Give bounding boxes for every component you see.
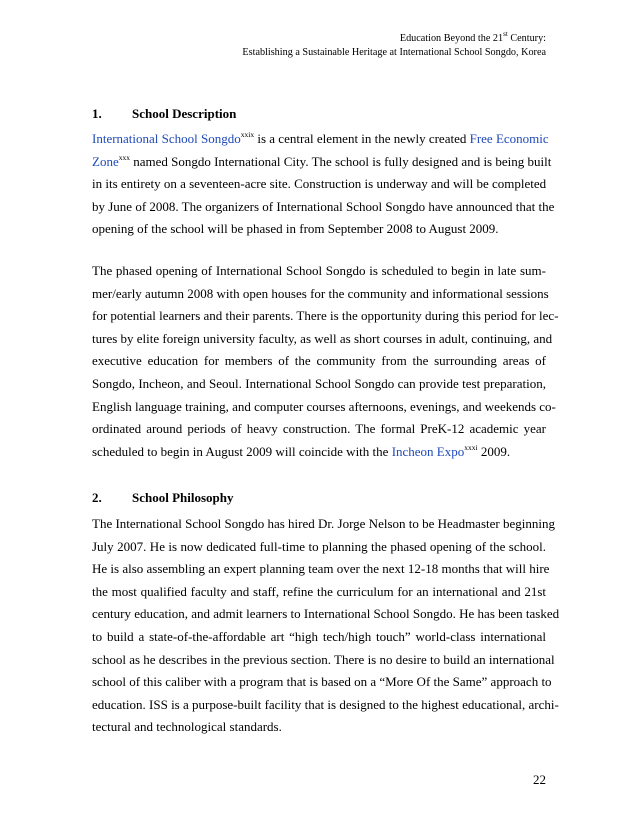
text-line: The International School Songdo has hired Dr. Jorge Nelson to be Headmaster beginning xyxy=(92,516,555,531)
text-line: English language training, and computer courses afternoons, evenings, and weekends co- xyxy=(92,398,556,414)
section-number: 1. xyxy=(92,106,102,121)
section-number: 2. xyxy=(92,490,102,505)
section-title: School Philosophy xyxy=(132,490,234,505)
text-line: ordinated around periods of heavy construction. The formal PreK-12 academic year xyxy=(92,421,546,437)
free-economic-zone-link-cont[interactable]: Zone xyxy=(92,153,119,169)
footnote-marker: xxix xyxy=(240,130,255,139)
section-1-paragraph-2 xyxy=(92,262,559,465)
free-economic-zone-link[interactable]: Free Economic xyxy=(469,131,549,146)
text-line: tures by elite foreign university faculty, as well as short courses in adult, continuing, and xyxy=(92,330,553,346)
text-line: in its entirety on a seventeen-acre site. Construction is underway and will be completed xyxy=(92,176,547,192)
running-header xyxy=(242,32,546,60)
text-line: school as he describes in the previous section. There is no desire to build an international xyxy=(92,651,555,667)
text-line: He is also assembling an expert planning team over the next 12-18 months that will hire xyxy=(92,561,550,577)
international-school-songdo-link[interactable]: International School Songdo xyxy=(92,131,241,146)
footnote-marker: xxxi xyxy=(464,442,478,452)
text-line: The phased opening of International School Songdo is scheduled to begin in late sum- xyxy=(92,263,546,278)
text-line: Zone$^{xxx}$ named Songdo International City. The school is fully designed and is being built xyxy=(92,152,552,169)
text-line: opening of the school will be phased in from September 2008 to August 2009. xyxy=(92,221,499,237)
text-line: the most qualified faculty and staff, refine the curriculum for an international and 21st xyxy=(92,583,546,599)
text-line: school of this caliber with a program that is based on a “More Of the Same” approach to xyxy=(92,674,552,690)
page-number: 22 xyxy=(533,772,546,787)
footnote-marker: xxx xyxy=(118,152,130,162)
text-line: scheduled to begin in August 2009 will coincide with the Incheon Expo$^{xxxi}$ 2009. xyxy=(92,442,511,459)
text-line: to build a state-of-the-affordable art “high tech/high touch” world-class international xyxy=(92,628,546,644)
text-line: tectural and technological standards. xyxy=(92,719,282,735)
text-line: education. ISS is a purpose-built facility that is designed to the highest educational, archi- xyxy=(92,696,559,712)
text-line: century education, and admit learners to International School Songdo. He has been tasked xyxy=(92,606,560,622)
header-line-2: Establishing a Sustainable Heritage at International School Songdo, Korea xyxy=(242,47,546,58)
text-line: Songdo, Incheon, and Seoul. International School Songdo can provide test preparation, xyxy=(92,375,546,391)
text-line: by June of 2008. The organizers of International School Songdo have announced that the xyxy=(92,198,555,214)
section-1-heading xyxy=(92,106,236,122)
text-line: mer/early autumn 2008 with open houses for the community and informational sessions xyxy=(92,285,549,301)
text-line: for potential learners and their parents. There is the opportunity during this period for lec- xyxy=(92,308,559,324)
text-line: International School Songdo$^{xxix}$ is a central element in the newly created Free Economic xyxy=(92,130,549,146)
section-title: School Description xyxy=(132,106,237,121)
text-line: executive education for members of the community from the surrounding areas of xyxy=(92,353,546,369)
text-line: July 2007. He is now dedicated full-time to planning the phased opening of the school. xyxy=(92,538,546,554)
header-line-1: Education Beyond the 21st Century: xyxy=(399,30,546,44)
incheon-expo-link[interactable]: Incheon Expo xyxy=(391,443,465,459)
section-2-heading xyxy=(92,490,234,506)
section-2-paragraph-1 xyxy=(92,515,560,741)
section-1-paragraph-1 xyxy=(92,130,555,243)
